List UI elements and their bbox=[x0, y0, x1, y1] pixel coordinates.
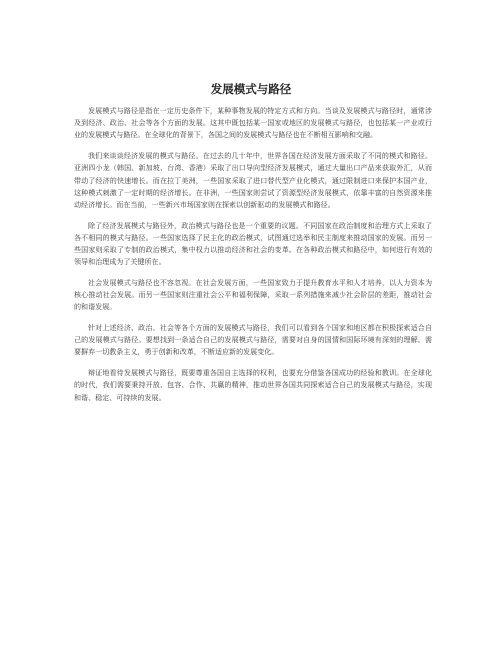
paragraph-1: 发展模式与路径是指在一定历史条件下，某种事物发展的特定方式和方向。当谈及发展模式与路径时，通常涉及到经济、政治、社会等各个方面的发展。这其中既包括某一国家或地区的发展模式与路径，也包括某一产业或行业的发展模式与路径。在全球化的背景下，各国之间的发展模式与路径也在不断相互影响和交融。 bbox=[74, 106, 432, 140]
paragraph-3: 除了经济发展模式与路径外，政治模式与路径也是一个重要的议题。不同国家在政治制度和治理方式上采取了各不相同的模式与路径。一些国家选择了民主化的政治模式，试图通过选举和民主制度来推动国家的发展。而另一些国家则采取了专制的政治模式，集中权力以推动经济和社会的变革。在各种政治模式和路径中，如何进行有效的领导和治理成为了关键所在。 bbox=[74, 220, 432, 267]
document-title: 发展模式与路径 bbox=[210, 82, 292, 96]
paragraph-6: 辩证地看待发展模式与路径，既要尊重各国自主选择的权利，也要充分借鉴各国成功的经验和教训。在全球化的时代，我们需要秉持开放、包容、合作、共赢的精神，推动世界各国共同探索适合自己的发展模式与路径，实现和谐、稳定、可持续的发展。 bbox=[74, 368, 432, 402]
document-body bbox=[74, 105, 432, 412]
paragraph-5: 针对上述经济、政治、社会等各个方面的发展模式与路径，我们可以看到各个国家和地区都在积极探索适合自己的发展模式与路径。要想找到一条适合自己的发展模式与路径，需要对自身的国情和国际环境有深刻的理解。需要摒弃一切教条主义，勇于创新和改革，不断适应新的发展变化。 bbox=[74, 323, 432, 357]
paragraph-2: 我们来谈谈经济发展的模式与路径。在过去的几十年中，世界各国在经济发展方面采取了不同的模式和路径。亚洲四小龙（韩国、新加坡、台湾、香港）采取了出口导向型经济发展模式，通过大量出口产品来获取外汇，从而带动了经济的快速增长。而在拉丁美洲，一些国家采取了进口替代型产业化模式，通过限制进口来保护本国产业，这种模式刺激了一定时期的经济增长。在非洲，一些国家则尝试了资源型经济发展模式，依靠丰富的自然资源来推动经济增长。而在当前，一些新兴市场国家则在探索以创新驱动的发展模式和路径。 bbox=[74, 151, 432, 209]
paragraph-4: 社会发展模式与路径也不容忽视。在社会发展方面，一些国家致力于提升教育水平和人才培养，以人力资本为核心推动社会发展。而另一些国家则注重社会公平和福利保障，采取一系列措施来减少社会阶层的差距，推动社会的和谐发展。 bbox=[74, 277, 432, 312]
